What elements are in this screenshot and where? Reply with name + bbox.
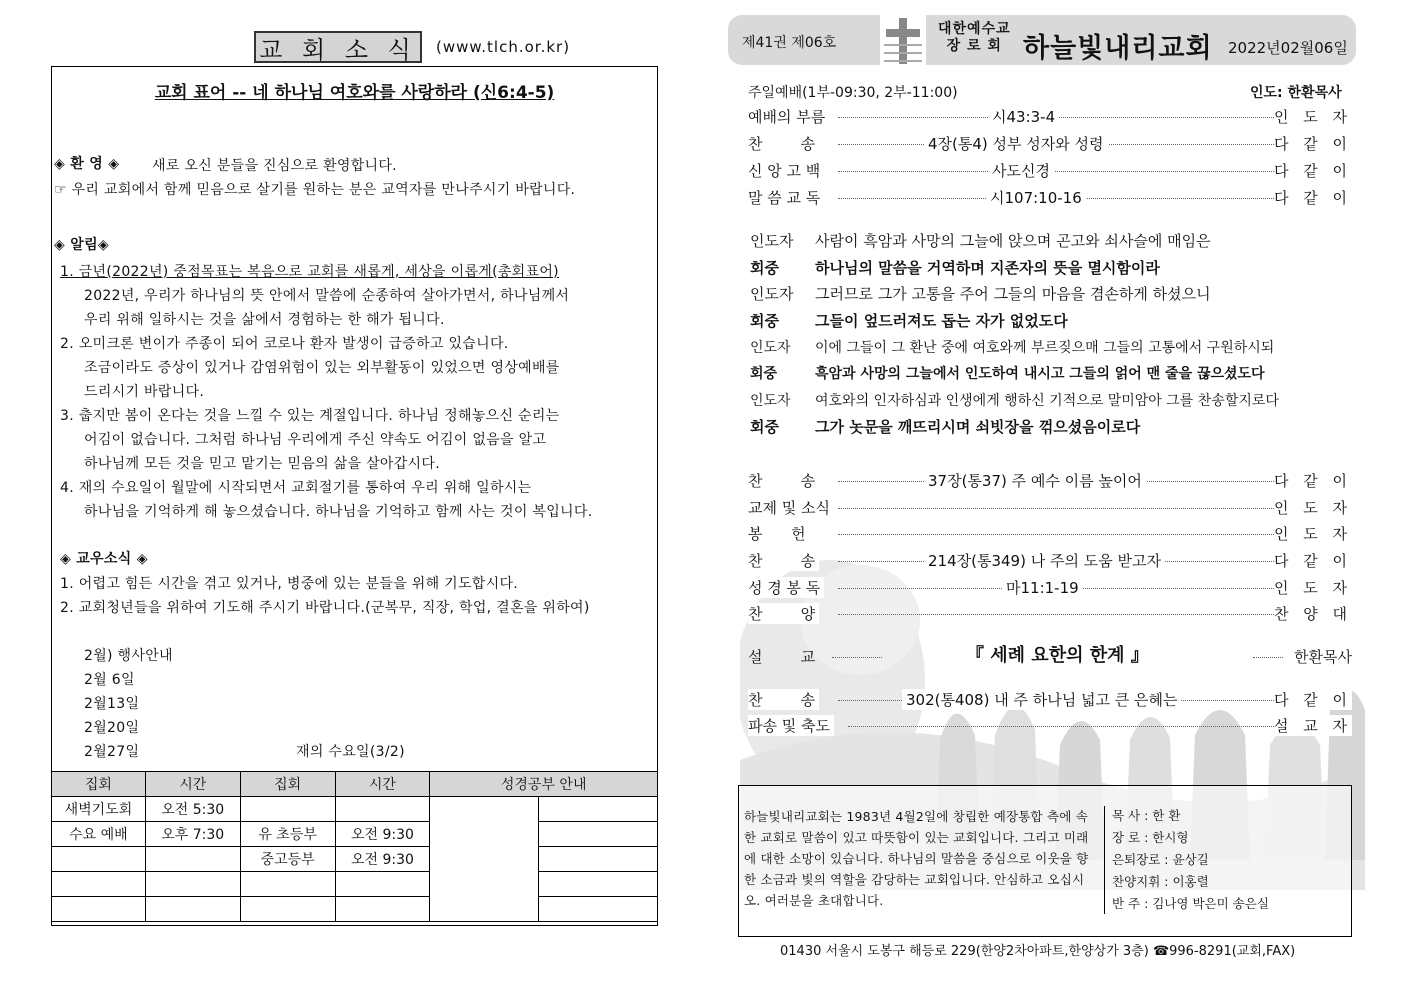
- table-row: [52, 822, 658, 847]
- worship-item-label: 교제 및 소식: [748, 497, 834, 518]
- events-heading: 2월) 행사안내: [84, 648, 173, 664]
- worship-item-leader: 다 같 이: [1273, 691, 1352, 709]
- worship-leader: 인도: 한환목사: [1250, 85, 1342, 101]
- table-cell: [539, 822, 658, 847]
- reader-role: 회중: [750, 366, 778, 382]
- reading-text: 흑암과 사망의 그늘에서 인도하여 내시고 그들의 얽어 맨 줄을 끊으셨도다: [815, 366, 1265, 382]
- worship-item-content: 시107:10-16: [986, 187, 1086, 208]
- table-cell: [240, 897, 335, 922]
- reading-text: 그가 놋문을 깨뜨리시며 쇠빗장을 꺾으셨음이로다: [815, 418, 1141, 436]
- worship-item-content: 37장(통37) 주 예수 이름 높이어: [924, 470, 1146, 491]
- responsive-reading-line: [750, 390, 1279, 410]
- meeting-schedule-table: [51, 771, 658, 922]
- reader-role: 회중: [750, 418, 779, 436]
- church-address: 01430 서울시 도봉구 해등로 229(한양2차아파트,한양상가 3층) ☎996-8291(교회,FAX): [780, 944, 1296, 959]
- worship-item-label: 말 씀 교 독: [748, 187, 824, 208]
- table-cell: [539, 847, 658, 872]
- worship-item: [748, 689, 1352, 709]
- table-cell: [335, 797, 430, 822]
- worship-item-content: 사도신경: [988, 160, 1054, 181]
- member-news-heading: ◈ 교우소식 ◈: [60, 551, 148, 567]
- table-cell: [240, 797, 335, 822]
- notice-line: 2022년, 우리가 하나님의 뜻 안에서 말씀에 순종하여 살아가면서, 하나님께서: [84, 288, 570, 304]
- table-cell: 새벽기도회: [52, 797, 146, 822]
- reading-text: 사람이 흑암과 사망의 그늘에 앉으며 곤고와 쇠사슬에 매임은: [815, 232, 1211, 250]
- divider: [1104, 806, 1105, 914]
- worship-item-leader: 다 같 이: [1273, 552, 1352, 570]
- staff-line: 찬양지휘 : 이홍렬: [1112, 874, 1209, 889]
- notice-line: 2. 오미크론 변이가 주종이 되어 코로나 환자 발생이 급증하고 있습니다.: [60, 336, 509, 352]
- worship-item-leader: 인 도 자: [1273, 579, 1352, 597]
- event-date: 2월13일: [84, 696, 140, 712]
- cross-logo-icon: [880, 15, 926, 67]
- denomination-line: 대한예수교: [938, 21, 1011, 37]
- reading-text: 하나님의 말씀을 거역하며 지존자의 뜻을 멸시함이라: [815, 259, 1160, 277]
- table-cell: [539, 797, 658, 822]
- worship-item: [748, 715, 1352, 735]
- church-name: 하늘빛내리교회: [1023, 33, 1213, 64]
- church-website[interactable]: (www.tlch.or.kr): [436, 38, 571, 56]
- staff-line: 반 주 : 김나영 박은미 송은실: [1112, 896, 1269, 911]
- table-header: 집회: [52, 772, 146, 797]
- worship-item-label: 예배의 부름: [748, 106, 829, 127]
- welcome-heading: ◈ 환 영 ◈: [54, 156, 120, 172]
- worship-item-leader: 다 같 이: [1273, 135, 1352, 153]
- responsive-reading-line: [750, 337, 1274, 357]
- worship-item: [748, 577, 1352, 597]
- table-cell: [52, 847, 146, 872]
- worship-item-label: 파송 및 축도: [748, 715, 834, 736]
- table-row: [52, 872, 658, 897]
- table-cell: 수요 예배: [52, 822, 146, 847]
- reading-text: 여호와의 인자하심과 인생에게 행하신 기적으로 말미암아 그를 찬송할지로다: [815, 393, 1279, 409]
- reading-text: 그들이 엎드러져도 돕는 자가 없었도다: [815, 312, 1068, 330]
- worship-item-content: 214장(통349) 나 주의 도움 받고자: [924, 550, 1165, 571]
- welcome-text: 새로 오신 분들을 진심으로 환영합니다.: [152, 158, 397, 174]
- bulletin-date: 2022년02월06일: [1228, 39, 1348, 57]
- notice-line: 3. 춥지만 봄이 온다는 것을 느낄 수 있는 계절입니다. 하나님 정해놓으신 순리는: [60, 408, 560, 424]
- denomination-line: 장 로 회: [946, 38, 1002, 54]
- worship-item-label: 찬 송: [748, 689, 819, 710]
- news-title: 교 회 소 식: [254, 31, 422, 63]
- worship-item-content: 4장(통4) 성부 성자와 성령: [924, 133, 1108, 154]
- denomination: [938, 21, 1011, 55]
- table-cell: 오전 5:30: [145, 797, 240, 822]
- notice-line: 조금이라도 증상이 있거나 감염위험이 있는 외부활동이 있었으면 영상예배를: [84, 360, 560, 376]
- worship-item-label: 신 앙 고 백: [748, 160, 824, 181]
- worship-item-content: 302(통408) 내 주 하나님 넓고 큰 은혜는: [902, 689, 1181, 710]
- reader-role: 회중: [750, 259, 779, 277]
- notice-line: 1. 금년(2022년) 중점목표는 복음으로 교회를 새롭게, 세상을 이롭게(총회표어): [60, 264, 559, 280]
- table-cell: [145, 872, 240, 897]
- reader-role: 인도자: [750, 232, 794, 250]
- table-cell: 오전 9:30: [335, 822, 430, 847]
- worship-item-content: 마11:1-19: [1002, 577, 1083, 598]
- notice-line: 드리시기 바랍니다.: [84, 384, 205, 400]
- sermon-preacher: 한환목사: [1294, 648, 1352, 666]
- worship-item-leader: 다 같 이: [1273, 162, 1352, 180]
- event-date: 2월27일: [84, 744, 140, 760]
- sermon-title: 『 세례 요한의 한계 』: [966, 645, 1149, 666]
- table-cell: [52, 872, 146, 897]
- responsive-reading-line: [750, 363, 1265, 383]
- worship-item-label: 성 경 봉 독: [748, 577, 824, 598]
- notice-heading: ◈ 알림◈: [54, 237, 109, 253]
- responsive-reading-line: [750, 416, 1140, 437]
- worship-item-label: 찬 양: [748, 603, 819, 624]
- table-cell: [145, 847, 240, 872]
- reader-role: 인도자: [750, 285, 794, 303]
- sermon-label: 설 교: [748, 648, 816, 666]
- table-header: 성경공부 안내: [430, 772, 658, 797]
- worship-item: [748, 187, 1352, 207]
- table-header: 시간: [145, 772, 240, 797]
- worship-item-label: 봉 헌: [748, 523, 810, 544]
- reader-role: 회중: [750, 312, 779, 330]
- issue-number: 제41권 제06호: [742, 35, 837, 51]
- worship-item-content: 시43:3-4: [988, 106, 1059, 127]
- welcome-note: ☞ 우리 교회에서 함께 믿음으로 살기를 원하는 분은 교역자를 만나주시기 바랍니다.: [54, 182, 576, 198]
- worship-item: [748, 550, 1352, 570]
- worship-item-label: 찬 송: [748, 470, 819, 491]
- table-cell: [335, 897, 430, 922]
- reading-text: 그러므로 그가 고통을 주어 그들의 마음을 겸손하게 하셨으니: [815, 285, 1211, 303]
- notice-line: 하나님을 기억하게 해 놓으셨습니다. 하나님을 기억하고 함께 사는 것이 복입니다.: [84, 504, 593, 520]
- table-cell: [52, 897, 146, 922]
- worship-item: [748, 603, 1352, 623]
- table-cell: 오전 9:30: [335, 847, 430, 872]
- worship-item-leader: 찬 양 대: [1273, 605, 1352, 623]
- table-row: [52, 847, 658, 872]
- worship-item-leader: 다 같 이: [1273, 189, 1352, 207]
- church-motto: 교회 표어 -- 네 하나님 여호와를 사랑하라 (신6:4-5): [154, 83, 555, 103]
- notice-line: 4. 재의 수요일이 월말에 시작되면서 교회절기를 통하여 우리 위해 일하시는: [60, 480, 532, 496]
- worship-item: [748, 160, 1352, 180]
- worship-item-leader: 인 도 자: [1273, 525, 1352, 543]
- responsive-reading-line: [750, 283, 1211, 304]
- notice-line: 하나님께 모든 것을 믿고 맡기는 믿음의 삶을 살아갑시다.: [84, 456, 440, 472]
- table-header: 집회: [240, 772, 335, 797]
- table-cell: [539, 897, 658, 922]
- event-date: 2월20일: [84, 720, 140, 736]
- church-introduction: 하늘빛내리교회는 1983년 4월2일에 창립한 예장통합 측에 속한 교회로 말씀이 있고 따뜻함이 있는 교회입니다. 그리고 미래에 대한 소망이 있습니다. 하나님의 말씀을 중심으로 이웃을 향한 소금과 빛의 역할을 감당하는 교회입니다. 안심하고 오십시오. 여러분을 초대합니다.: [744, 809, 1089, 908]
- table-cell: [539, 872, 658, 897]
- worship-item-label: 찬 송: [748, 550, 819, 571]
- staff-line: 목 사 : 한 환: [1112, 808, 1181, 823]
- worship-item-leader: 인 도 자: [1273, 108, 1352, 126]
- worship-item: [748, 497, 1352, 517]
- event-note: 재의 수요일(3/2): [296, 744, 405, 760]
- table-header: 시간: [335, 772, 430, 797]
- table-cell: [145, 897, 240, 922]
- service-times: 주일예배(1부-09:30, 2부-11:00): [748, 85, 958, 101]
- notice-line: 우리 위해 일하시는 것을 삶에서 경험하는 한 해가 됩니다.: [84, 312, 445, 328]
- responsive-reading-line: [750, 257, 1160, 278]
- staff-line: 은퇴장로 : 윤상길: [1112, 852, 1209, 867]
- reading-text: 이에 그들이 그 환난 중에 여호와께 부르짖으매 그들의 고통에서 구원하시되: [815, 340, 1275, 356]
- table-cell: [240, 872, 335, 897]
- responsive-reading-line: [750, 230, 1211, 251]
- reader-role: 인도자: [750, 340, 791, 356]
- member-news-line: 1. 어렵고 힘든 시간을 겪고 있거나, 병중에 있는 분들을 위해 기도합시다.: [60, 576, 519, 592]
- worship-item: [748, 523, 1352, 543]
- reader-role: 인도자: [750, 393, 791, 409]
- member-news-line: 2. 교회청년들을 위하여 기도해 주시기 바랍니다.(군복무, 직장, 학업, 결혼을 위하여): [60, 600, 590, 616]
- table-cell: 유 초등부: [240, 822, 335, 847]
- event-date: 2월 6일: [84, 672, 135, 688]
- notice-line: 어김이 없습니다. 그처럼 하나님 우리에게 주신 약속도 어김이 없음을 알고: [84, 432, 547, 448]
- table-header-row: [52, 772, 658, 797]
- table-row: [52, 797, 658, 822]
- table-cell: [430, 797, 539, 922]
- worship-item: [748, 470, 1352, 490]
- table-cell: [335, 872, 430, 897]
- table-row: [52, 897, 658, 922]
- worship-item: [748, 106, 1352, 126]
- staff-line: 장 로 : 한시형: [1112, 830, 1189, 845]
- table-cell: 오후 7:30: [145, 822, 240, 847]
- worship-item-label: 찬 송: [748, 133, 819, 154]
- worship-item-leader: 인 도 자: [1273, 499, 1352, 517]
- worship-item-leader: 다 같 이: [1273, 472, 1352, 490]
- worship-item-leader: 설 교 자: [1273, 717, 1352, 735]
- table-cell: 중고등부: [240, 847, 335, 872]
- worship-item: [748, 133, 1352, 153]
- responsive-reading-line: [750, 310, 1068, 331]
